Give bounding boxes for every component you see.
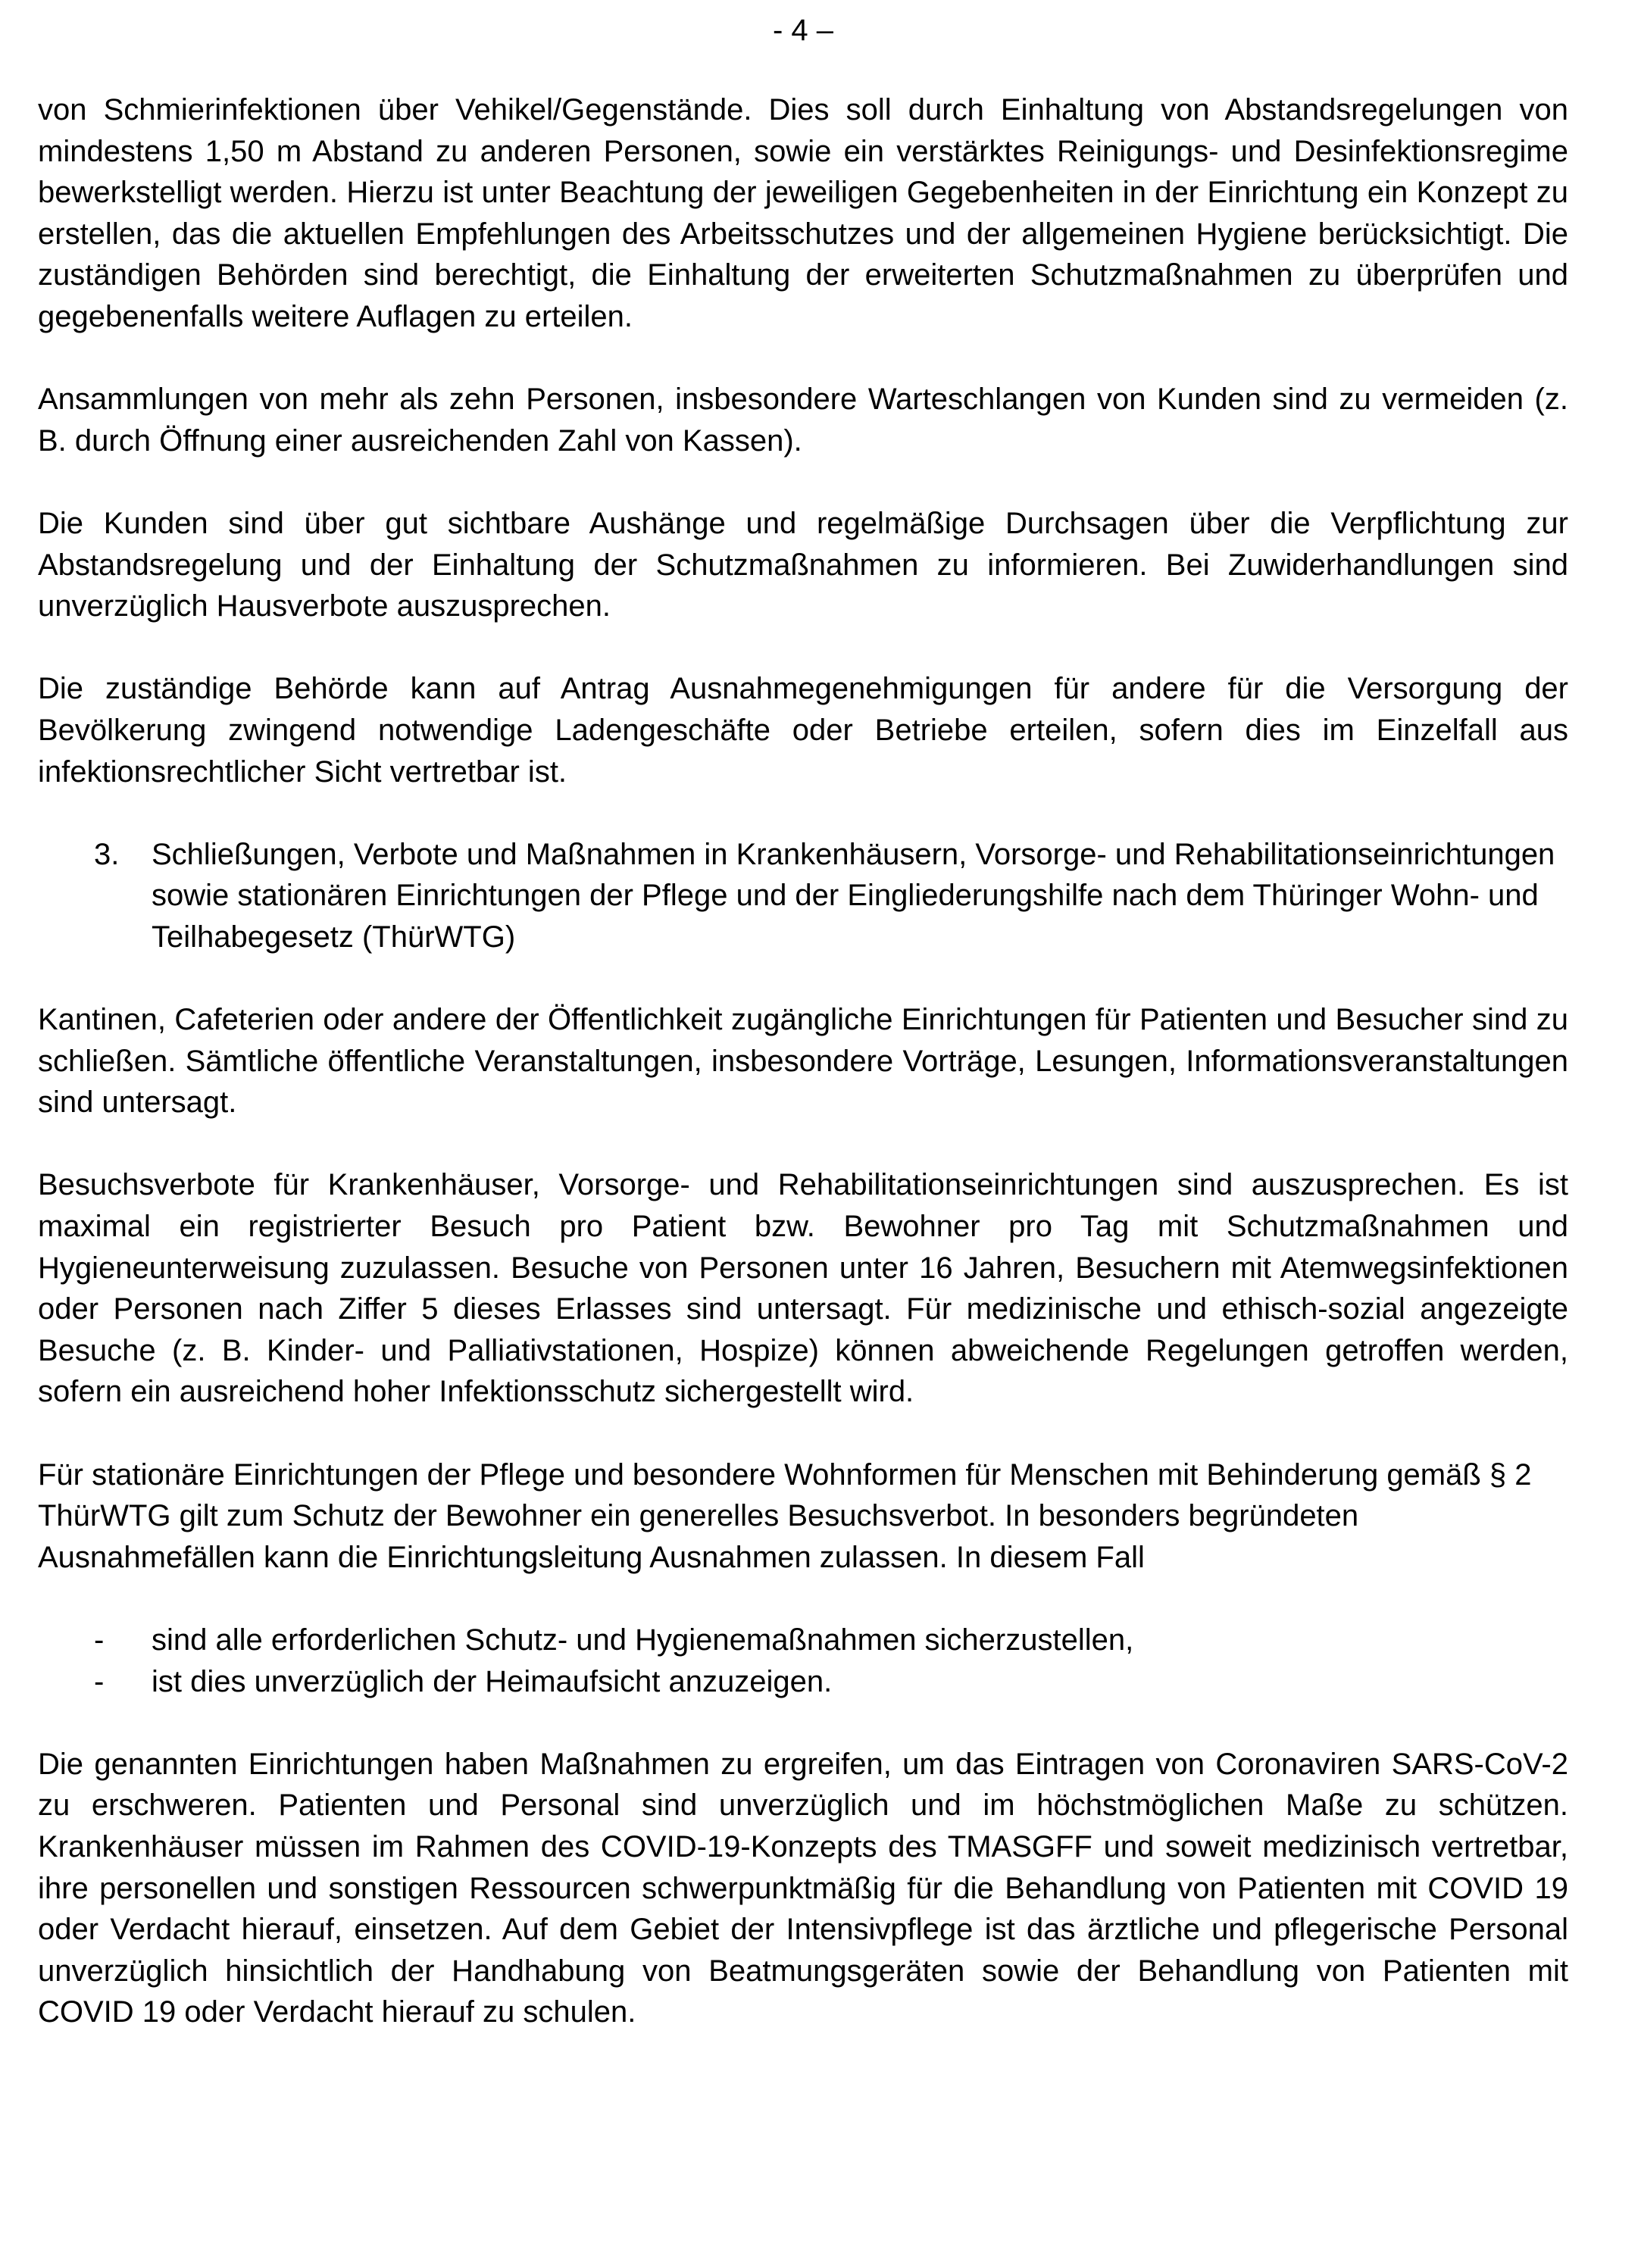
paragraph-customer-information: Die Kunden sind über gut sichtbare Aushänge und regelmäßige Durchsagen über die Verpflichtung zur Abstandsregelung und der Einhaltung der Schutzmaßnahmen zu informieren. Bei Zuwiderhandlungen sind unverzüglich Hausverbote auszusprechen. (38, 506, 1568, 623)
paragraph-exemptions: Die zuständige Behörde kann auf Antrag Ausnahmegenehmigungen für andere für die Versorgung der Bevölkerung zwingend notwendige Ladengeschäfte oder Betriebe erteilen, sofern dies im Einzelfall aus infektionsrechtlicher Sicht vertretbar ist. (38, 672, 1568, 789)
paragraph-gatherings: Ansammlungen von mehr als zehn Personen, insbesondere Warteschlangen von Kunden sind zu vermeiden (z. B. durch Öffnung einer ausreichenden Zahl von Kassen). (38, 383, 1568, 458)
list-item-text: ist dies unverzüglich der Heimaufsicht anzuzeigen. (152, 1664, 833, 1698)
section-title: Schließungen, Verbote und Maßnahmen in Krankenhäusern, Vorsorge- und Rehabilitationseinrichtungen sowie stationären Einrichtungen der Pflege und der Eingliederungshilfe nach dem Thüringer Wohn- und Teilhabegesetz (ThürWTG) (152, 837, 1555, 954)
section-heading-3 (38, 834, 1568, 958)
document-body (38, 89, 1568, 2075)
list-item (38, 1620, 1568, 1661)
list-marker: - (94, 1623, 105, 1657)
paragraph-care-facilities: Für stationäre Einrichtungen der Pflege und besondere Wohnformen für Menschen mit Behinderung gemäß § 2 ThürWTG gilt zum Schutz der Bewohner ein generelles Besuchsverbot. In besonders begründeten Ausnahmefällen kann die Einrichtungsleitung Ausnahmen zulassen. In diesem Fall (38, 1457, 1532, 1574)
paragraph-hospital-measures: Die genannten Einrichtungen haben Maßnahmen zu ergreifen, um das Eintragen von Coronaviren SARS-CoV-2 zu erschweren. Patienten und Personal sind unverzüglich und im höchstmöglichen Maße zu schützen. Krankenhäuser müssen im Rahmen des COVID-19-Konzepts des TMASGFF und soweit medizinisch vertretbar, ihre personellen und sonstigen Ressourcen schwerpunktmäßig für die Behandlung von Patienten mit COVID 19 oder Verdacht hierauf, einsetzen. Auf dem Gebiet der Intensivpflege ist das ärztliche und pflegerische Personal unverzüglich hinsichtlich der Handhabung von Beatmungsgeräten sowie der Behandlung von Patienten mit COVID 19 oder Verdacht hierauf zu schulen. (38, 1747, 1568, 2029)
paragraph-canteens: Kantinen, Cafeterien oder andere der Öffentlichkeit zugängliche Einrichtungen für Patienten und Besucher sind zu schließen. Sämtliche öffentliche Veranstaltungen, insbesondere Vorträge, Lesungen, Informationsveranstaltungen sind untersagt. (38, 1003, 1568, 1120)
dash-list (38, 1620, 1568, 1702)
section-number: 3. (94, 837, 120, 871)
list-marker: - (94, 1664, 105, 1698)
list-item-text: sind alle erforderlichen Schutz- und Hygienemaßnahmen sicherzustellen, (152, 1623, 1134, 1657)
list-item (38, 1661, 1568, 1703)
paragraph-hygiene-concept: von Schmierinfektionen über Vehikel/Gegenstände. Dies soll durch Einhaltung von Abstandsregelungen von mindestens 1,50 m Abstand zu anderen Personen, sowie ein verstärktes Reinigungs- und Desinfektionsregime bewerkstelligt werden. Hierzu ist unter Beachtung der jeweiligen Gegebenheiten in der Einrichtung ein Konzept zu erstellen, das die aktuellen Empfehlungen des Arbeitsschutzes und der allgemeinen Hygiene berücksichtigt. Die zuständigen Behörden sind berechtigt, die Einhaltung der erweiterten Schutzmaßnahmen zu überprüfen und gegebenenfalls weitere Auflagen zu erteilen. (38, 93, 1568, 333)
paragraph-visiting-bans: Besuchsverbote für Krankenhäuser, Vorsorge- und Rehabilitationseinrichtungen sind auszusprechen. Es ist maximal ein registrierter Besuch pro Patient bzw. Bewohner pro Tag mit Schutzmaßnahmen und Hygieneunterweisung zuzulassen. Besuche von Personen unter 16 Jahren, Besuchern mit Atemwegsinfektionen oder Personen nach Ziffer 5 dieses Erlasses sind untersagt. Für medizinische und ethisch-sozial angezeigte Besuche (z. B. Kinder- und Palliativstationen, Hospize) können abweichende Regelungen getroffen werden, sofern ein ausreichend hoher Infektionsschutz sichergestellt wird. (38, 1168, 1568, 1409)
page-number: - 4 – (772, 14, 834, 47)
